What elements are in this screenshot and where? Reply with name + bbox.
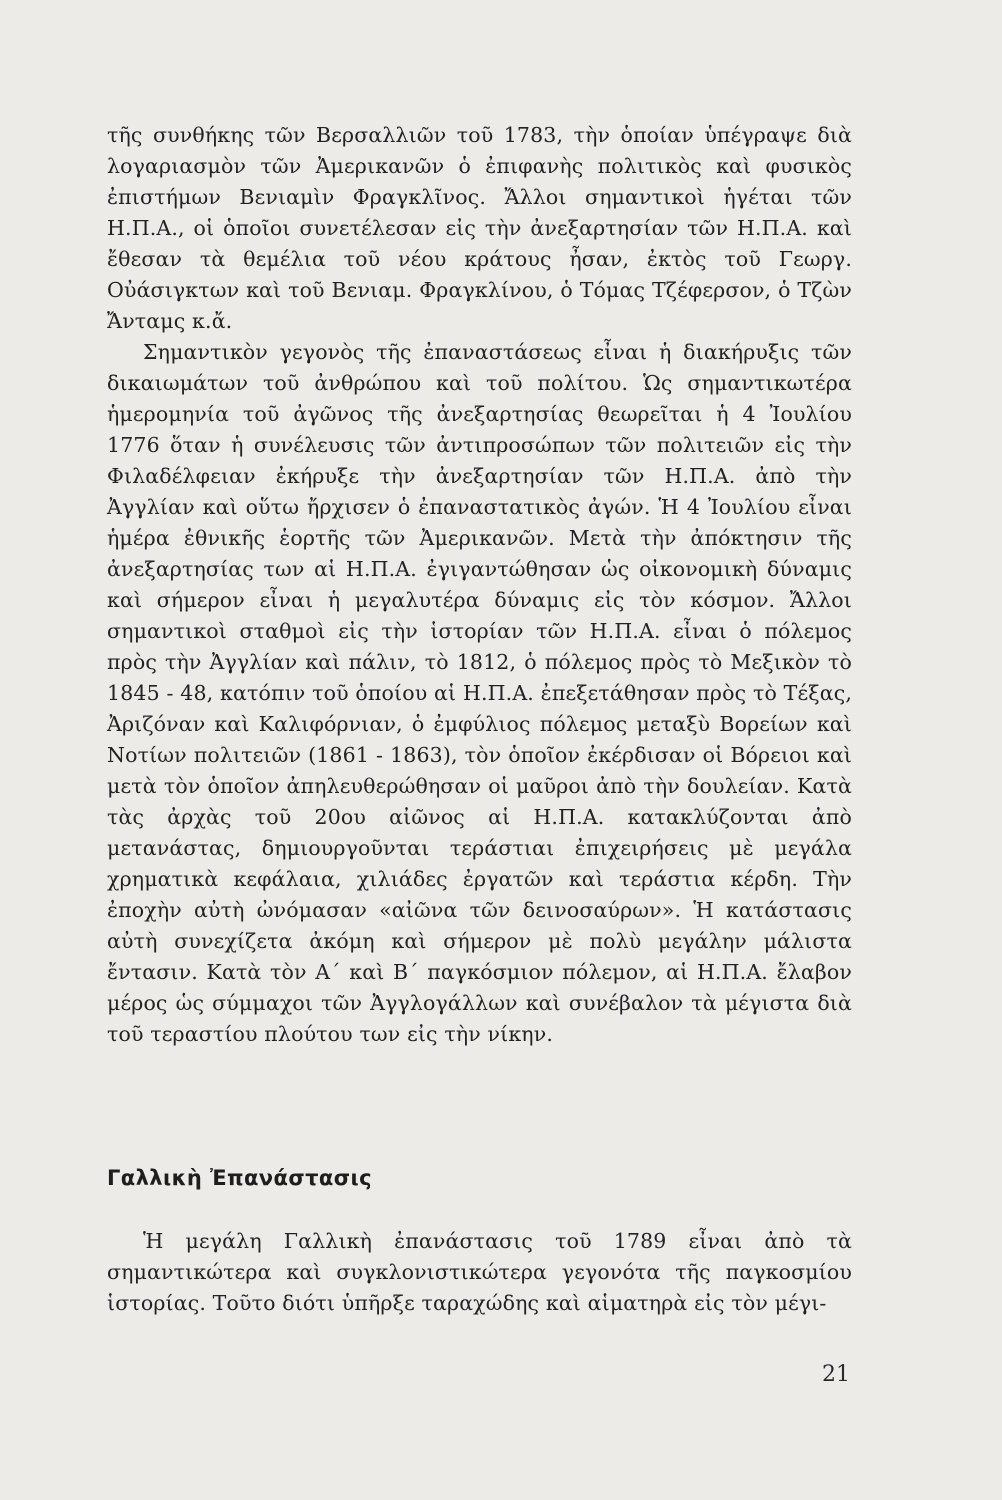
body-text-upper: [107, 120, 852, 1050]
body-text-lower: [107, 1226, 852, 1319]
paragraph-declaration: Σημαντικὸν γεγονὸς τῆς ἐπαναστάσεως εἶναι ἡ διακήρυξις τῶν δικαιωμάτων τοῦ ἀνθρώπου καὶ τοῦ πολίτου. Ὡς σημαντικωτέρα ἡμερομηνία τοῦ ἀγῶνος τῆς ἀνεξαρτησίας θεωρεῖται ἡ 4 Ἰουλίου 1776 ὅταν ἡ συνέλευσις τῶν ἀντιπροσώπων τῶν πολιτειῶν εἰς τὴν Φιλαδέλφειαν ἐκήρυξε τὴν ἀνεξαρτησίαν τῶν Η.Π.Α. ἀπὸ τὴν Ἀγγλίαν καὶ οὕτω ἤρχισεν ὁ ἐπαναστατικὸς ἀγών. Ἡ 4 Ἰουλίου εἶναι ἡμέρα ἐθνικῆς ἑορτῆς τῶν Ἀμερικανῶν. Μετὰ τὴν ἀπόκτησιν τῆς ἀνεξαρτησίας των αἱ Η.Π.Α. ἐγιγαντώθησαν ὡς οἰκονομικὴ δύναμις καὶ σήμερον εἶναι ἡ μεγαλυτέρα δύναμις εἰς τὸν κόσμον. Ἄλλοι σημαντικοὶ σταθμοὶ εἰς τὴν ἱστορίαν τῶν Η.Π.Α. εἶναι ὁ πόλεμος πρὸς τὴν Ἀγγλίαν καὶ πάλιν, τὸ 1812, ὁ πόλεμος πρὸς τὸ Μεξικὸν τὸ 1845 - 48, κατόπιν τοῦ ὁποίου αἱ Η.Π.Α. ἐπεξετάθησαν πρὸς τὸ Τέξας, Ἀριζόναν καὶ Καλιφόρνιαν, ὁ ἐμφύλιος πόλεμος μεταξὺ Βορείων καὶ Νοτίων πολιτειῶν (1861 - 1863), τὸν ὁποῖον ἐκέρδισαν οἱ Βόρειοι καὶ μετὰ τὸν ὁποῖον ἀπηλευθερώθησαν οἱ μαῦροι ἀπὸ τὴν δουλείαν. Κατὰ τὰς ἀρχὰς τοῦ 20ου αἰῶνος αἱ Η.Π.Α. κατακλύζονται ἀπὸ μετανάστας, δημιουργοῦνται τεράστιαι ἐπιχειρήσεις μὲ μεγάλα χρηματικὰ κεφάλαια, χιλιάδες ἐργατῶν καὶ τεράστια κέρδη. Τὴν ἐποχὴν αὐτὴ ὠνόμασαν «αἰῶνα τῶν δεινοσαύρων». Ἡ κατάστασις αὐτὴ συνεχίζετα ἀκόμη καὶ σήμερον μὲ πολὺ μεγάλην μάλιστα ἔντασιν. Κατὰ τὸν Α΄ καὶ Β΄ παγκόσμιον πόλεμον, αἱ Η.Π.Α. ἔλαβον μέρος ὡς σύμμαχοι τῶν Ἀγγλογάλλων καὶ συνέβαλον τὰ μέγιστα διὰ τοῦ τεραστίου πλούτου των εἰς τὴν νίκην.: [107, 340, 852, 1046]
page-number: 21: [822, 1362, 850, 1387]
paragraph-continuation: τῆς συνθήκης τῶν Βερσαλλιῶν τοῦ 1783, τὴν ὁποίαν ὑπέγραψε διὰ λογαριασμὸν τῶν Ἀμερικανῶν ὁ ἐπιφανὴς πολιτικὸς καὶ φυσικὸς ἐπιστήμων Βενιαμὶν Φραγκλῖνος. Ἄλλοι σημαντικοὶ ἡγέται τῶν Η.Π.Α., οἱ ὁποῖοι συνετέλεσαν εἰς τὴν ἀνεξαρτησίαν τῶν Η.Π.Α. καὶ ἔθεσαν τὰ θεμέλια τοῦ νέου κράτους ἦσαν, ἐκτὸς τοῦ Γεωργ. Οὐάσιγκτων καὶ τοῦ Βενιαμ. Φραγκλίνου, ὁ Τόμας Τζέφερσον, ὁ Τζὼν Ἄνταμς κ.ἄ.: [107, 123, 852, 333]
paragraph-french-revolution: Ἡ μεγάλη Γαλλικὴ ἐπανάστασις τοῦ 1789 εἶναι ἀπὸ τὰ σημαντικώτερα καὶ συγκλονιστικώτερα γεγονότα τῆς παγκοσμίου ἱστορίας. Τοῦτο διότι ὑπῆρξε ταραχώδης καὶ αἱματηρὰ εἰς τὸν μέγι-: [107, 1229, 852, 1315]
section-heading: Γαλλικὴ Ἐπανάστασις: [107, 1166, 372, 1190]
